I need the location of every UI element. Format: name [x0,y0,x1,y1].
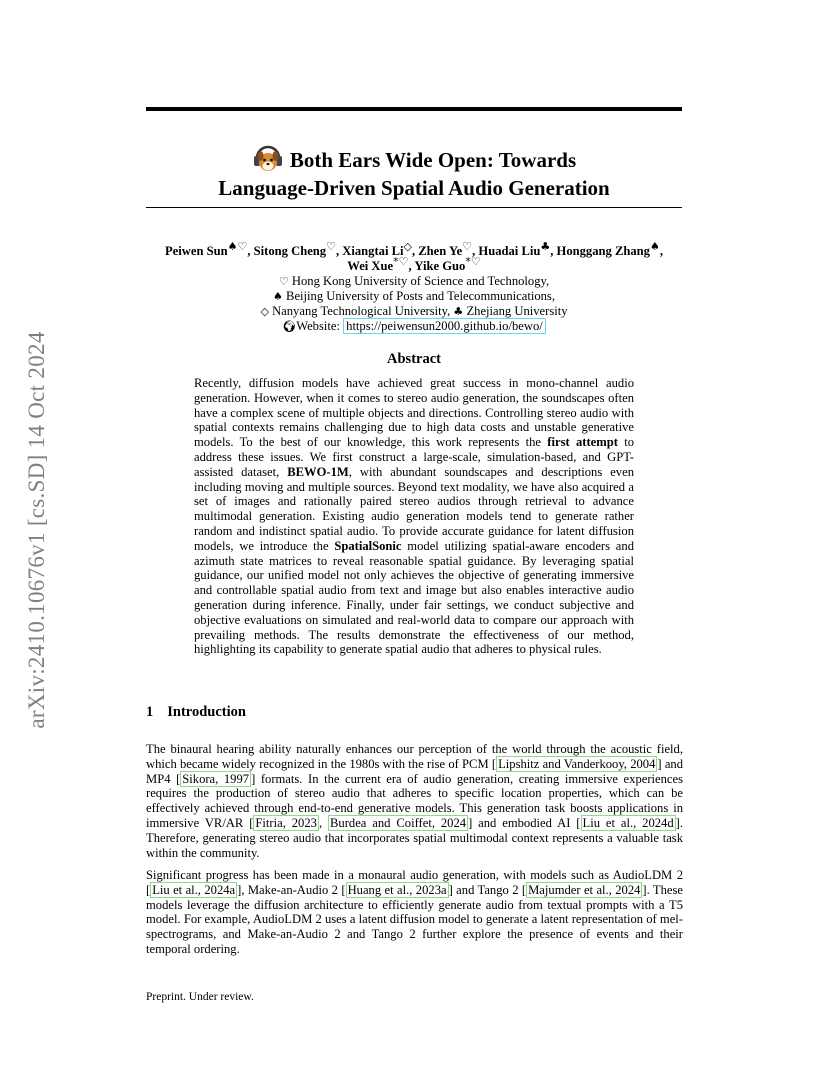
abstract-body [194,376,634,657]
author-marks: ♣ [540,239,551,253]
paragraph-text: , [318,815,329,830]
author-name: Zhen Ye [418,244,463,258]
section-title: Introduction [167,704,246,720]
author-name: Yike Guo [414,259,466,273]
heart-icon: ♡ [278,275,289,288]
title-top-rule [146,107,682,111]
abstract-bold: BEWO-1M [287,464,349,479]
dog-ears-logo-icon [252,143,284,173]
author-block [146,239,682,334]
author-separator: , [659,244,664,258]
globe-icon: 🌍︎ [282,320,297,333]
club-icon: ♣ [453,305,464,318]
author-separator: , [247,244,254,258]
author-separator: , [408,259,415,273]
paragraph-text: ]. These models leverage the diffusion architecture to efficiently generate audio from textual prompts with a T5 model. For example, AudioLDM 2 uses a latent diffusion model to generate a latent representation of mel-spectrograms, and Make-an-Audio 2 and Tango 2 further explore the presence of events and their temporal ordering. [146,882,683,956]
intro-paragraph-1 [146,742,683,860]
website-line [146,319,682,334]
footer-note: Preprint. Under review. [146,991,254,1003]
affiliation-text: Beijing University of Posts and Telecommunications, [286,289,555,303]
arxiv-stamp [17,290,57,770]
title-bottom-rule [146,207,682,208]
title-line-1: Both Ears Wide Open: Towards [289,148,577,172]
affiliation-text: Hong Kong University of Science and Technology, [291,274,550,288]
paragraph-text: ] and Tango 2 [ [448,882,527,897]
author-name: Xiangtai Li [342,244,404,258]
author-separator: , [550,244,557,258]
paragraph-text: ] and embodied AI [ [468,815,581,830]
author-marks: ♠♡ [227,239,248,253]
author-separator: , [472,244,479,258]
author-separator: , [335,244,343,258]
diamond-icon: ◇ [260,305,269,318]
abstract-text: to address these issues. We first construct a large-scale, simulation-based, and GPT-assisted dataset, [194,435,634,479]
paragraph-text: ] and MP4 [ [146,756,684,786]
author-marks: ◇ [403,239,412,253]
title-line-2: Language-Driven Spatial Audio Generation [218,176,610,200]
citation-link[interactable]: Lipshitz and Vanderkooy, 2004 [498,756,656,771]
citation-link[interactable]: Liu et al., 2024d [582,815,674,830]
section-heading-introduction [146,704,246,721]
author-marks: *♡ [393,254,409,268]
author-separator: , [411,244,419,258]
section-number: 1 [146,704,154,720]
website-label: Website: [296,319,340,333]
author-marks: *♡ [465,254,481,268]
author-marks: ♠ [649,239,660,253]
author-name: Wei Xue [347,259,394,273]
abstract-text: , with abundant soundscapes and descriptions even including moving and multiple sources. Beyond text modality, we have also acquired a set of images and rationally paired stereo audios through retrieval to advance multimodal generation. Existing audio generation models tend to generate rather random and indistinct spatial audio. To provide accurate guidance for latent diffusion models, we introduce the [194,464,634,553]
affiliation-ntu-zju [146,304,682,319]
author-names [146,239,682,274]
citation-link[interactable]: Huang et al., 2023a [347,882,447,897]
paragraph-text: The binaural hearing ability naturally enhances our perception of the world through the acoustic field, which became widely recognized in the 1980s with the rise of PCM [ [146,742,683,771]
affiliation-text: Zhejiang University [466,304,568,318]
citation-link[interactable]: Sikora, 1997 [182,771,250,786]
author-marks: ♡ [326,239,336,253]
citation-link[interactable]: Majumder et al., 2024 [528,882,641,897]
intro-paragraph-2 [146,868,683,957]
abstract-text: model utilizing spatial-aware encoders and azimuth state matrices to reveal reasonable spatial guidance. By leveraging spatial guidance, our unified model not only achieves the objective of generating immersive and controllable spatial audio from text and image but also enables interactive audio generation during inference. Finally, under fair settings, we conduct subjective and objective evaluations on simulated and real-world data to compare our approach with prevailing methods. The results demonstrate the effectiveness of our method, highlighting its capability to generate spatial audio that adheres to physical rules. [194,538,634,657]
author-name: Honggang Zhang [556,244,650,258]
paragraph-text: ] formats. In the current era of audio generation, creating immersive experiences requires the production of stereo audio that adheres to specific location properties, which can be effectively achieved through end-to-end generative models. This generation task boosts applications in immersive VR/AR [ [146,771,683,830]
author-marks: ♡ [462,239,473,253]
paragraph-text: ], Make-an-Audio 2 [ [237,882,346,897]
arxiv-id: arXiv:2410.10676v1 [cs.SD] 14 Oct 2024 [24,331,49,729]
affiliation-bupt [146,289,682,304]
paragraph-text: ]. Therefore, generating stereo audio that incorporates spatial multimodal context represents a valuable task within the community. [146,815,683,860]
paragraph-text: Significant progress has been made in a monaural audio generation, with models such as AudioLDM 2 [ [146,868,683,897]
citation-link[interactable]: Liu et al., 2024a [152,882,236,897]
author-name: Sitong Cheng [253,244,327,258]
author-name: Peiwen Sun [164,244,228,258]
abstract-heading: Abstract [387,351,441,367]
abstract-bold: first attempt [547,435,618,450]
abstract-bold: SpatialSonic [334,538,402,553]
citation-link[interactable]: Fitria, 2023 [255,815,317,830]
paper-title [146,143,682,202]
abstract-text: Recently, diffusion models have achieved great success in mono-channel audio generation. However, when it comes to stereo audio generation, the soundscapes often have a complex scene of multiple objects and directions. Controlling stereo audio with spatial contexts remains challenging due to high data costs and unstable generative models. To the best of our knowledge, this work represents the [194,376,634,450]
affiliation-hkust [146,274,682,289]
author-name: Huadai Liu [478,244,541,258]
affiliation-text: Nanyang Technological University, [272,304,451,318]
website-link[interactable]: https://peiwensun2000.github.io/bewo/ [343,318,546,334]
spade-icon: ♠ [273,290,283,303]
citation-link[interactable]: Burdea and Coiffet, 2024 [330,815,467,830]
